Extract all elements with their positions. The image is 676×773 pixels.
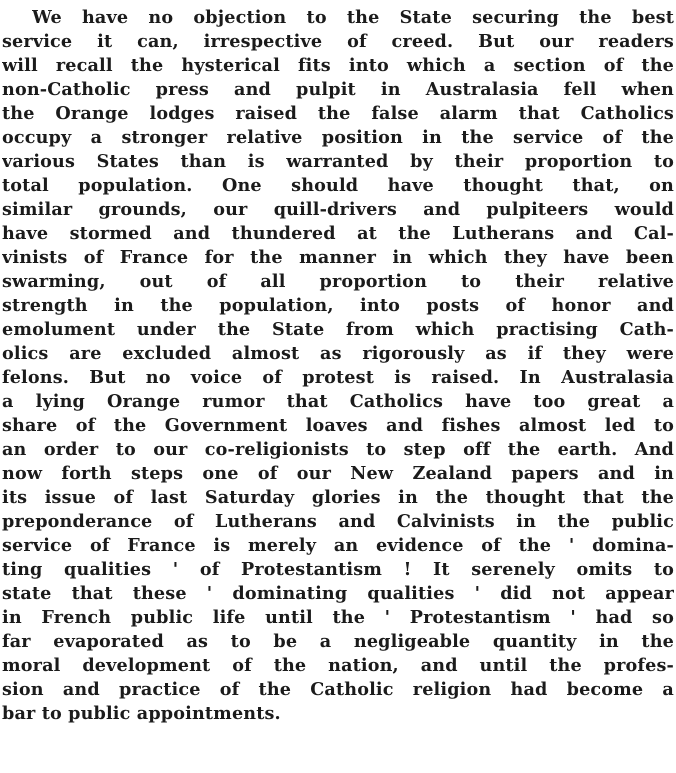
article-line: swarming, out of all proportion to their relative [2, 271, 674, 292]
article-line: emolument under the State from which practising Cath- [2, 319, 674, 340]
article-line: occupy a stronger relative position in the service of the [2, 127, 674, 148]
article-line: will recall the hysterical fits into which a section of the [2, 55, 674, 76]
article-line: service it can, irrespective of creed. But our readers [2, 31, 674, 52]
article-line: preponderance of Lutherans and Calvinists in the public [2, 511, 674, 532]
article-line: various States than is warranted by their proportion to [2, 151, 674, 172]
article-line: a lying Orange rumor that Catholics have too great a [2, 391, 674, 412]
article-line: vinists of France for the manner in which they have been [2, 247, 674, 268]
article-line: now forth steps one of our New Zealand papers and in [2, 463, 674, 484]
article-line: the Orange lodges raised the false alarm that Catholics [2, 103, 674, 124]
article-line: non-Catholic press and pulpit in Australasia fell when [2, 79, 674, 100]
article-line: have stormed and thundered at the Lutherans and Cal- [2, 223, 674, 244]
article-line: sion and practice of the Catholic religion had become a [2, 679, 674, 700]
article-line: state that these ' dominating qualities ' did not appear [2, 583, 674, 604]
article-line: share of the Government loaves and fishes almost led to [2, 415, 674, 436]
article-line: far evaporated as to be a negligeable quantity in the [2, 631, 674, 652]
article-line: We have no objection to the State securing the best [32, 7, 674, 28]
article-line: felons. But no voice of protest is raised. In Australasia [2, 367, 674, 388]
article-line: olics are excluded almost as rigorously as if they were [2, 343, 674, 364]
article-line: an order to our co-religionists to step off the earth. And [2, 439, 674, 460]
article-line: moral development of the nation, and until the profes- [2, 655, 674, 676]
article-line: ting qualities ' of Protestantism ! It serenely omits to [2, 559, 674, 580]
article-line: total population. One should have thought that, on [2, 175, 674, 196]
article-line: in French public life until the ' Protestantism ' had so [2, 607, 674, 628]
article-line: service of France is merely an evidence of the ' domina- [2, 535, 674, 556]
article-line: bar to public appointments. [2, 703, 281, 724]
article-line: strength in the population, into posts of honor and [2, 295, 674, 316]
article-line: its issue of last Saturday glories in the thought that the [2, 487, 674, 508]
article-line: similar grounds, our quill-drivers and pulpiteers would [2, 199, 674, 220]
